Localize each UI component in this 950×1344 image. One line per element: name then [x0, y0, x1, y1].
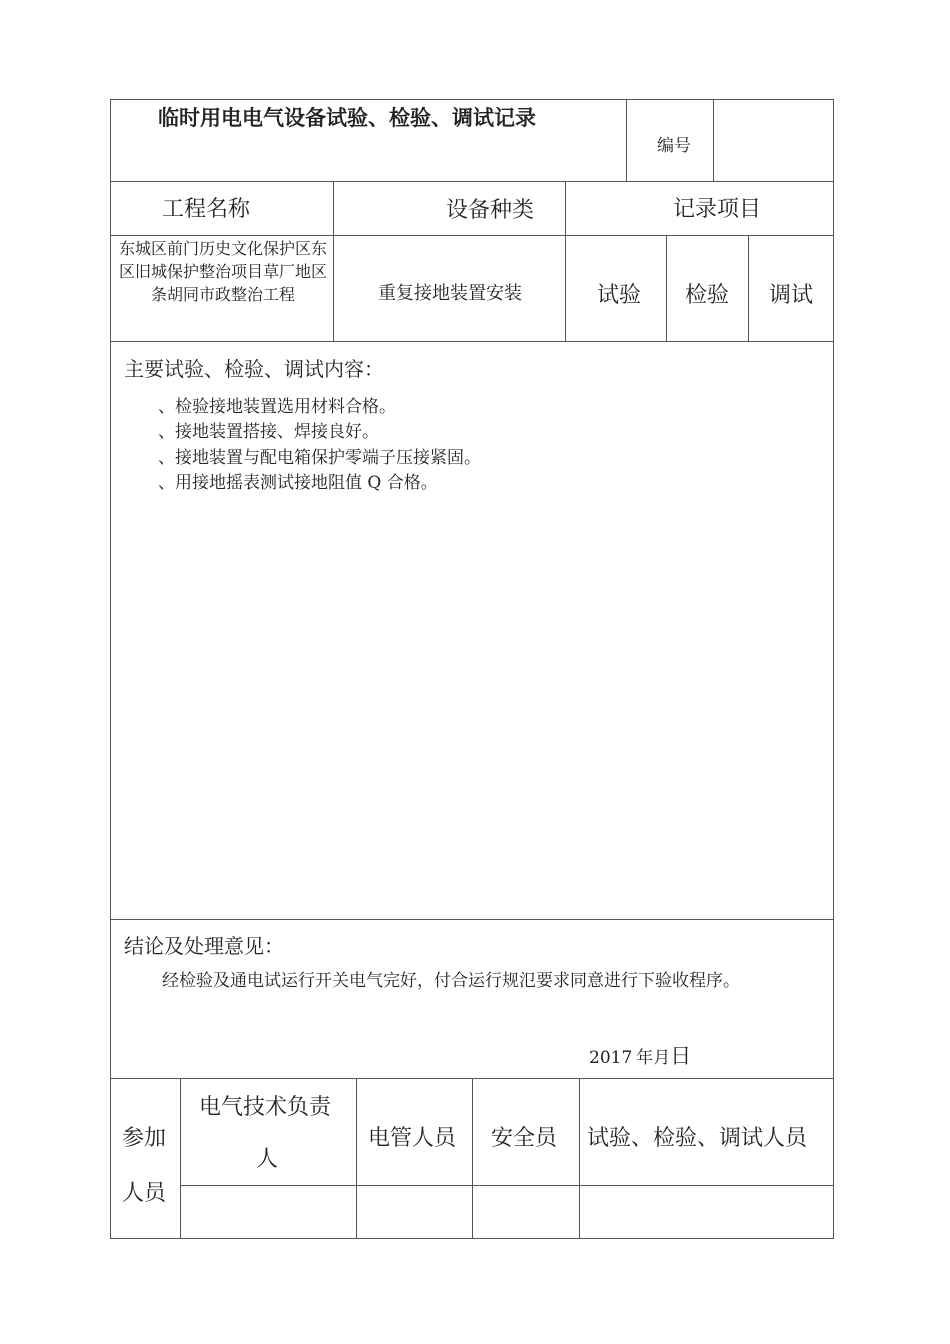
conclusion-text: 经检验及通电试运行开关电气完好，付合运行规氾要求同意进行下验收程序。 [162, 971, 740, 991]
main-content-heading: 主要试验、检验、调试内容： [124, 357, 384, 381]
number-label: 编号 [657, 136, 691, 156]
header-project-name: 工程名称 [162, 197, 251, 222]
row-divider-1 [110, 181, 834, 182]
participants-label-line2: 人员 [122, 1181, 167, 1206]
role-electrician: 电管人员 [368, 1126, 457, 1151]
role-tech-lead-line2: 人 [256, 1147, 279, 1172]
col-divider-inspect [748, 235, 749, 341]
project-name-value: 东城区前门历史文化保护区东区旧城保护整治项目草厂地区条胡同市政整治工程 [118, 239, 327, 304]
record-item-test: 试验 [597, 283, 642, 308]
row-divider-3 [110, 341, 834, 342]
row-divider-4 [110, 919, 834, 920]
content-item-3: 、接地装置与配电箱保护零端子压接紧固。 [158, 448, 481, 468]
signature-safety[interactable] [473, 1186, 578, 1238]
date-year-month: 年月 [636, 1048, 671, 1068]
header-equipment-type: 设备种类 [446, 198, 535, 223]
col-divider-project [333, 181, 334, 341]
record-item-debug: 调试 [769, 283, 814, 308]
content-item-1: 、检验接地装置选用材料合格。 [158, 397, 396, 417]
role-testers: 试验、检验、调试人员 [587, 1126, 808, 1151]
role-tech-lead-line1: 电气技术负责 [199, 1095, 332, 1120]
conclusion-date [589, 1040, 691, 1070]
col-divider-number-value [713, 99, 714, 181]
date-day: 日 [670, 1044, 692, 1068]
signature-tech-lead[interactable] [181, 1186, 355, 1238]
role-safety: 安全员 [491, 1126, 558, 1151]
content-item-4: 、用接地摇表测试接地阻值 Q 合格。 [158, 473, 438, 493]
conclusion-heading: 结论及处理意见： [124, 934, 284, 958]
signature-electrician[interactable] [357, 1186, 471, 1238]
participants-label-line1: 参加 [122, 1126, 167, 1151]
signature-testers[interactable] [580, 1186, 833, 1238]
record-item-inspect: 检验 [685, 283, 730, 308]
row-divider-2 [110, 235, 834, 236]
date-year: 2017 [589, 1048, 633, 1068]
equipment-value: 重复接地装置安装 [378, 283, 522, 304]
content-item-2: 、接地装置搭接、焊接良好。 [158, 422, 379, 442]
col-divider-test [666, 235, 667, 341]
form-title: 临时用电电气设备试验、检验、调试记录 [158, 106, 536, 130]
header-record-item: 记录项目 [673, 197, 762, 222]
col-divider-title-number [626, 99, 627, 181]
col-divider-equipment [565, 181, 566, 341]
